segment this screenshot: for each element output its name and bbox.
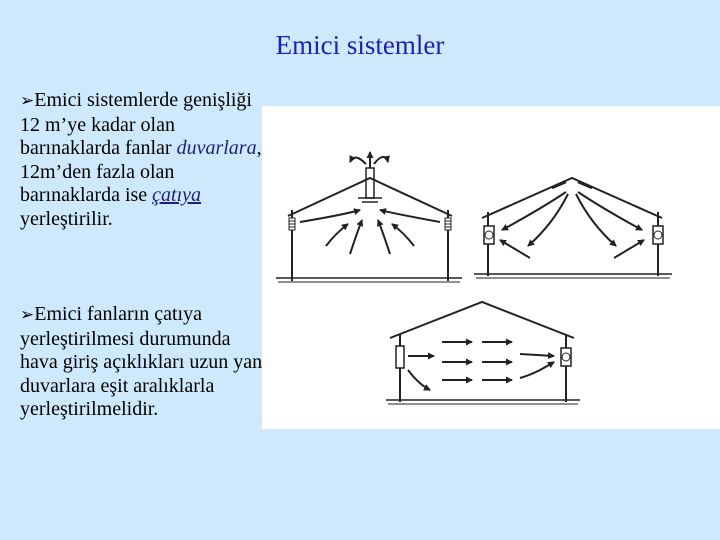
roof-line xyxy=(288,178,452,216)
bullet-1-text-c: yerleştirilir. xyxy=(20,207,113,230)
air-flow-arrow xyxy=(300,210,360,222)
air-flow-arrow xyxy=(576,194,616,246)
building-roof-fan xyxy=(276,152,462,282)
bullet-2-text: Emici fanların çatıya yerleştirilmesi durumunda hava giriş açıklıkları uzun yan duvarlara eşit aralıklarla yerleştirilmelidir. xyxy=(20,303,263,420)
roof-line xyxy=(390,302,574,338)
air-flow-arrow xyxy=(392,224,414,246)
air-inlet xyxy=(396,346,404,368)
air-flow-arrow xyxy=(500,240,530,258)
ventilation-diagram xyxy=(262,106,720,429)
roof-line xyxy=(482,178,662,218)
air-flow-arrow xyxy=(614,240,644,258)
bullet-1 xyxy=(20,89,270,231)
air-flow-arrow xyxy=(578,192,642,230)
air-flow-arrow xyxy=(520,354,554,356)
bullet-1-text-a: Emici sistemlerde genişliği 12 m’ye kadar olan barınaklarda fanlar xyxy=(20,89,252,159)
bullet-2 xyxy=(20,303,270,422)
building-wall-fans xyxy=(474,178,672,278)
air-flow-arrow xyxy=(350,158,366,164)
bullet-1-text-b: , 12m’den fazla olan barınaklarda ise xyxy=(20,137,262,206)
building-cross-flow xyxy=(386,302,580,404)
air-flow-arrow xyxy=(350,220,362,254)
bullet-1-emphasis-walls: duvarlara xyxy=(176,137,257,159)
ridge-inlet xyxy=(552,182,592,188)
air-flow-arrow xyxy=(326,224,348,246)
slide-title: Emici sistemler xyxy=(275,30,445,60)
air-flow-arrow xyxy=(520,362,554,378)
air-flow-arrow xyxy=(502,192,566,230)
air-flow-arrow xyxy=(378,220,390,254)
roof-fan-stack xyxy=(366,168,374,198)
air-flow-arrow xyxy=(408,370,430,390)
arrow-bullet-icon: ➢ xyxy=(20,91,35,111)
ventilation-diagram-panel xyxy=(262,106,720,429)
arrow-bullet-icon: ➢ xyxy=(20,305,35,325)
air-flow-arrow xyxy=(380,210,440,222)
bullet-1-emphasis-roof: çatıya xyxy=(152,184,202,206)
air-flow-arrow xyxy=(528,194,568,246)
air-flow-arrow xyxy=(374,157,388,164)
